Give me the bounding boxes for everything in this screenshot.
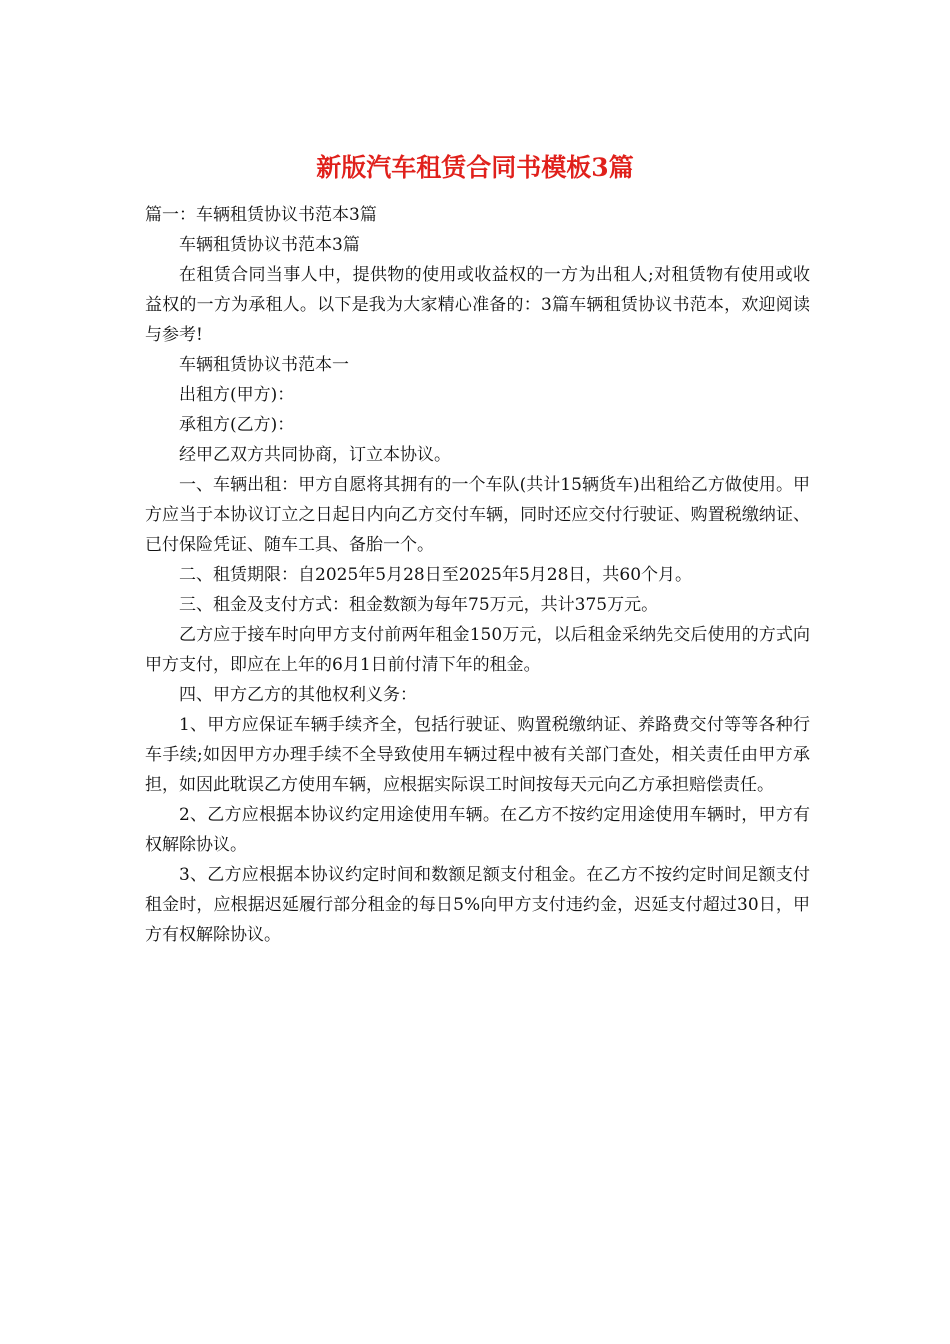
paragraph-item-1: 1、甲方应保证车辆手续齐全，包括行驶证、购置税缴纳证、养路费交付等等各种行车手续;如因甲方办理手续不全导致使用车辆过程中被有关部门查处，相关责任由甲方承担，如因此耽误乙方使用车辆，应根据实际误工时间按每天元向乙方承担赔偿责任。 — [145, 715, 810, 795]
paragraph-intro: 在租赁合同当事人中，提供物的使用或收益权的一方为出租人;对租赁物有使用或收益权的一方为承租人。以下是我为大家精心准备的：3篇车辆租赁协议书范本，欢迎阅读与参考! — [145, 265, 810, 345]
paragraph-clause-1: 一、车辆出租：甲方自愿将其拥有的一个车队(共计15辆货车)出租给乙方做使用。甲方应当于本协议订立之日起日内向乙方交付车辆，同时还应交付行驶证、购置税缴纳证、已付保险凭证、随车工具、备胎一个。 — [145, 475, 810, 555]
paragraph-lessee: 承租方(乙方)： — [179, 415, 295, 435]
paragraph-item-3: 3、乙方应根据本协议约定时间和数额足额支付租金。在乙方不按约定时间足额支付租金时，应根据迟延履行部分租金的每日5%向甲方支付违约金，迟延支付超过30日，甲方有权解除协议。 — [145, 865, 810, 945]
paragraph-clause-4: 四、甲方乙方的其他权利义务： — [179, 685, 417, 705]
paragraph-clause-2: 二、租赁期限：自2025年5月28日至2025年5月28日，共60个月。 — [179, 565, 693, 585]
paragraph-lessor: 出租方(甲方)： — [179, 385, 295, 405]
document-body — [145, 200, 810, 950]
paragraph-item-2: 2、乙方应根据本协议约定用途使用车辆。在乙方不按约定用途使用车辆时，甲方有权解除协议。 — [145, 805, 810, 855]
paragraph-clause-3: 三、租金及支付方式：租金数额为每年75万元，共计375万元。 — [179, 595, 659, 615]
document-title: 新版汽车租赁合同书模板3篇 — [316, 153, 634, 182]
paragraph-subtitle: 车辆租赁协议书范本3篇 — [179, 235, 360, 255]
paragraph-payment: 乙方应于接车时向甲方支付前两年租金150万元，以后租金采纳先交后使用的方式向甲方支付，即应在上年的6月1日前付清下年的租金。 — [145, 625, 810, 675]
paragraph-sample-heading: 车辆租赁协议书范本一 — [179, 355, 349, 375]
section-heading: 篇一：车辆租赁协议书范本3篇 — [145, 205, 377, 225]
paragraph-agreement: 经甲乙双方共同协商，订立本协议。 — [179, 445, 451, 465]
